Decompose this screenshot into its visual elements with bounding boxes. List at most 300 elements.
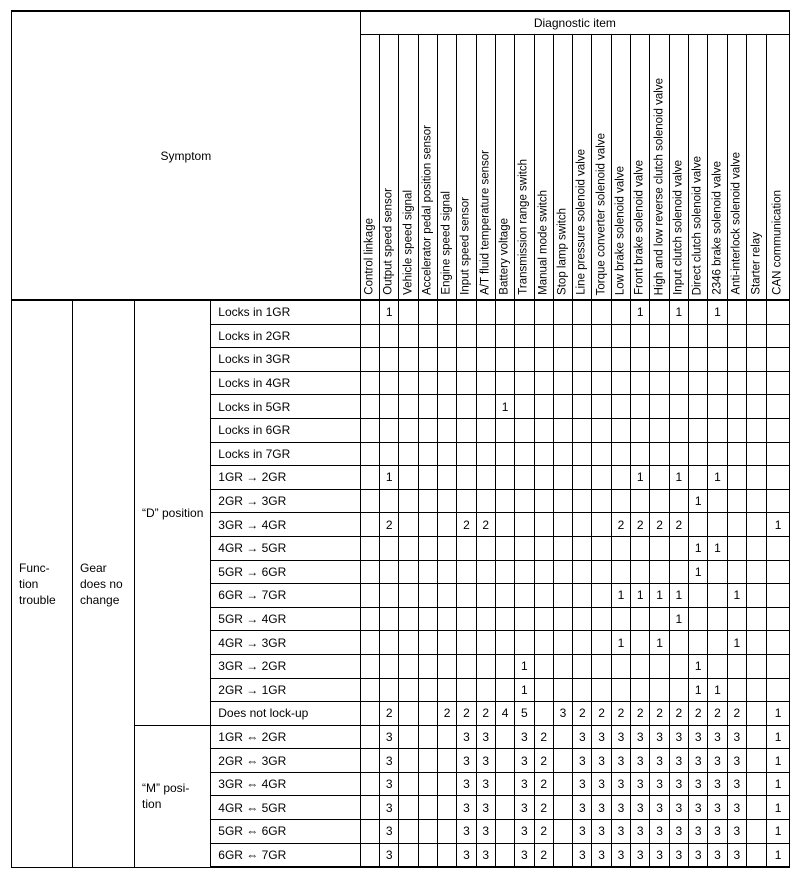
value-cell	[631, 418, 650, 442]
value-cell	[476, 560, 495, 584]
value-cell	[708, 324, 727, 348]
value-cell	[767, 536, 790, 560]
value-cell	[553, 749, 572, 773]
value-cell	[631, 371, 650, 395]
value-cell	[495, 466, 514, 490]
value-cell: 1	[767, 796, 790, 820]
column-header-label: Accelerator pedal position sensor	[421, 124, 434, 295]
symptom-cell: Locks in 5GR	[211, 395, 360, 419]
value-cell	[437, 749, 456, 773]
value-cell	[437, 324, 456, 348]
value-cell: 1	[495, 395, 514, 419]
value-cell	[437, 820, 456, 844]
value-cell	[380, 418, 399, 442]
value-cell	[669, 442, 688, 466]
value-cell	[592, 371, 611, 395]
value-cell	[495, 536, 514, 560]
value-cell	[650, 607, 669, 631]
value-cell	[399, 560, 418, 584]
value-cell	[689, 371, 708, 395]
value-cell: 3	[380, 772, 399, 796]
value-cell	[380, 678, 399, 702]
value-cell	[399, 513, 418, 537]
value-cell	[708, 489, 727, 513]
value-cell	[380, 584, 399, 608]
symptom-cell: 3GR → 2GR	[211, 654, 360, 678]
value-cell	[515, 466, 534, 490]
value-cell	[553, 442, 572, 466]
value-cell	[534, 371, 553, 395]
value-cell	[650, 654, 669, 678]
value-cell: 3	[708, 725, 727, 749]
value-cell: 3	[573, 772, 592, 796]
value-cell	[476, 654, 495, 678]
value-cell	[592, 678, 611, 702]
value-cell: 2	[592, 702, 611, 726]
value-cell	[553, 654, 572, 678]
value-cell	[727, 489, 746, 513]
value-cell	[650, 536, 669, 560]
value-cell: 3	[457, 772, 476, 796]
value-cell	[553, 820, 572, 844]
value-cell: 1	[631, 466, 650, 490]
value-cell	[573, 489, 592, 513]
column-header-1	[380, 35, 399, 301]
value-cell: 3	[727, 725, 746, 749]
value-cell: 2	[631, 702, 650, 726]
column-header-label: Line pressure solenoid valve	[575, 149, 588, 295]
value-cell	[495, 843, 514, 867]
value-cell	[399, 820, 418, 844]
value-cell: 1	[708, 536, 727, 560]
value-cell: 2	[534, 749, 553, 773]
value-cell	[553, 725, 572, 749]
value-cell: 1	[767, 772, 790, 796]
value-cell	[457, 560, 476, 584]
value-cell	[611, 348, 630, 372]
value-cell: 3	[631, 749, 650, 773]
value-cell	[689, 418, 708, 442]
value-cell	[360, 843, 379, 867]
symptom-cell: 4GR → 5GR	[211, 536, 360, 560]
value-cell: 3	[515, 772, 534, 796]
value-cell	[650, 560, 669, 584]
value-cell: 1	[611, 584, 630, 608]
value-cell: 3	[669, 772, 688, 796]
value-cell	[689, 300, 708, 324]
value-cell	[631, 654, 650, 678]
value-cell	[631, 489, 650, 513]
symptom-cell: 1GR → 2GR	[211, 466, 360, 490]
value-cell: 3	[380, 796, 399, 820]
value-cell	[553, 489, 572, 513]
value-cell	[650, 348, 669, 372]
value-cell	[476, 466, 495, 490]
column-header-label: Control linkage	[363, 218, 376, 295]
value-cell: 3	[515, 725, 534, 749]
value-cell	[534, 513, 553, 537]
value-cell	[708, 371, 727, 395]
symptom-cell: 6GR → 7GR	[211, 584, 360, 608]
value-cell: 2	[534, 796, 553, 820]
value-cell: 3	[631, 772, 650, 796]
value-cell	[418, 584, 437, 608]
value-cell: 1	[689, 678, 708, 702]
symptom-cell: Does not lock-up	[211, 702, 360, 726]
value-cell	[767, 489, 790, 513]
value-cell	[495, 749, 514, 773]
value-cell	[380, 371, 399, 395]
value-cell	[767, 371, 790, 395]
value-cell	[495, 513, 514, 537]
column-header-18	[708, 35, 727, 301]
value-cell	[399, 348, 418, 372]
value-cell: 3	[573, 725, 592, 749]
value-cell	[476, 348, 495, 372]
value-cell	[515, 513, 534, 537]
value-cell	[746, 466, 766, 490]
value-cell	[573, 418, 592, 442]
value-cell	[708, 560, 727, 584]
column-header-label: Output speed sensor	[382, 188, 395, 295]
value-cell	[418, 749, 437, 773]
value-cell	[592, 584, 611, 608]
column-header-label: High and low reverse clutch solenoid valve	[652, 77, 665, 295]
value-cell: 2	[534, 820, 553, 844]
value-cell: 3	[611, 772, 630, 796]
value-cell	[399, 395, 418, 419]
value-cell	[399, 536, 418, 560]
value-cell	[592, 536, 611, 560]
value-cell: 3	[669, 820, 688, 844]
column-header-label: Front brake solenoid valve	[633, 160, 646, 295]
value-cell: 1	[689, 654, 708, 678]
value-cell	[399, 466, 418, 490]
value-cell	[476, 371, 495, 395]
value-cell	[399, 418, 418, 442]
value-cell	[360, 466, 379, 490]
value-cell	[592, 607, 611, 631]
value-cell	[669, 324, 688, 348]
value-cell	[573, 442, 592, 466]
column-header-14	[631, 35, 650, 301]
value-cell: 3	[457, 725, 476, 749]
value-cell	[476, 678, 495, 702]
column-header-label: Manual mode switch	[536, 190, 549, 295]
value-cell	[418, 348, 437, 372]
value-cell	[727, 466, 746, 490]
value-cell	[476, 489, 495, 513]
value-cell	[437, 348, 456, 372]
value-cell	[553, 466, 572, 490]
value-cell	[380, 324, 399, 348]
value-cell	[534, 442, 553, 466]
value-cell	[631, 324, 650, 348]
value-cell	[746, 678, 766, 702]
value-cell	[495, 371, 514, 395]
value-cell	[631, 607, 650, 631]
value-cell: 3	[573, 843, 592, 867]
value-cell	[669, 536, 688, 560]
value-cell: 3	[631, 796, 650, 820]
value-cell	[746, 489, 766, 513]
value-cell	[553, 348, 572, 372]
value-cell: 3	[476, 843, 495, 867]
column-header-16	[669, 35, 688, 301]
value-cell	[380, 654, 399, 678]
value-cell	[592, 442, 611, 466]
value-cell	[399, 843, 418, 867]
symptom-cell: 3GR → 4GR	[211, 513, 360, 537]
value-cell	[495, 772, 514, 796]
group-m-position: “M” posi- tion	[135, 725, 211, 867]
value-cell	[399, 300, 418, 324]
value-cell: 3	[515, 820, 534, 844]
column-header-11	[573, 35, 592, 301]
value-cell	[360, 348, 379, 372]
value-cell: 3	[476, 796, 495, 820]
value-cell	[746, 560, 766, 584]
value-cell	[746, 654, 766, 678]
value-cell	[746, 607, 766, 631]
value-cell	[418, 560, 437, 584]
value-cell	[418, 513, 437, 537]
value-cell	[727, 560, 746, 584]
value-cell: 1	[767, 725, 790, 749]
value-cell	[457, 607, 476, 631]
value-cell	[746, 300, 766, 324]
value-cell	[592, 418, 611, 442]
value-cell	[573, 560, 592, 584]
value-cell	[399, 678, 418, 702]
value-cell	[515, 442, 534, 466]
value-cell: 3	[515, 843, 534, 867]
column-header-2	[399, 35, 418, 301]
value-cell	[515, 489, 534, 513]
column-header-label: A/T fluid temperature sensor	[479, 150, 491, 295]
value-cell	[573, 631, 592, 655]
value-cell	[399, 442, 418, 466]
value-cell	[360, 371, 379, 395]
value-cell	[592, 631, 611, 655]
value-cell	[457, 536, 476, 560]
value-cell: 3	[573, 820, 592, 844]
value-cell	[708, 584, 727, 608]
value-cell	[534, 395, 553, 419]
value-cell	[592, 513, 611, 537]
value-cell	[418, 536, 437, 560]
value-cell: 1	[708, 678, 727, 702]
value-cell	[360, 324, 379, 348]
value-cell: 2	[631, 513, 650, 537]
value-cell: 3	[457, 843, 476, 867]
value-cell	[457, 418, 476, 442]
value-cell	[611, 395, 630, 419]
value-cell	[495, 348, 514, 372]
value-cell	[767, 395, 790, 419]
column-header-20	[746, 35, 766, 301]
value-cell: 3	[611, 843, 630, 867]
value-cell	[476, 584, 495, 608]
value-cell: 2	[727, 702, 746, 726]
value-cell	[457, 348, 476, 372]
symptom-cell: 1GR ⇔ 2GR	[211, 725, 360, 749]
value-cell	[360, 536, 379, 560]
column-header-21	[767, 35, 790, 301]
value-cell	[360, 300, 379, 324]
value-cell	[360, 513, 379, 537]
value-cell	[727, 536, 746, 560]
value-cell: 1	[708, 300, 727, 324]
symptom-cell: 3GR ⇔ 4GR	[211, 772, 360, 796]
value-cell	[553, 324, 572, 348]
value-cell: 3	[650, 749, 669, 773]
value-cell	[495, 489, 514, 513]
value-cell	[650, 324, 669, 348]
value-cell	[515, 584, 534, 608]
value-cell	[399, 796, 418, 820]
column-header-label: Stop lamp switch	[556, 208, 569, 295]
value-cell	[553, 631, 572, 655]
value-cell: 3	[592, 725, 611, 749]
value-cell: 3	[592, 843, 611, 867]
value-cell	[631, 678, 650, 702]
value-cell: 3	[727, 843, 746, 867]
value-cell: 3	[380, 749, 399, 773]
value-cell	[746, 584, 766, 608]
value-cell	[746, 796, 766, 820]
value-cell	[380, 442, 399, 466]
value-cell	[727, 300, 746, 324]
symptom-cell: Locks in 4GR	[211, 371, 360, 395]
column-header-3	[418, 35, 437, 301]
value-cell	[631, 560, 650, 584]
value-cell	[360, 560, 379, 584]
value-cell: 1	[669, 607, 688, 631]
value-cell	[650, 418, 669, 442]
value-cell: 1	[727, 631, 746, 655]
value-cell	[418, 324, 437, 348]
value-cell: 3	[708, 749, 727, 773]
value-cell: 2	[534, 725, 553, 749]
value-cell	[631, 348, 650, 372]
value-cell	[573, 584, 592, 608]
value-cell: 1	[380, 300, 399, 324]
value-cell	[669, 678, 688, 702]
value-cell	[380, 631, 399, 655]
value-cell	[708, 607, 727, 631]
column-header-13	[611, 35, 630, 301]
value-cell	[476, 631, 495, 655]
value-cell	[515, 631, 534, 655]
value-cell	[515, 607, 534, 631]
value-cell: 2	[650, 702, 669, 726]
value-cell	[418, 631, 437, 655]
value-cell	[611, 489, 630, 513]
value-cell	[727, 678, 746, 702]
value-cell	[399, 702, 418, 726]
value-cell	[399, 631, 418, 655]
value-cell	[418, 796, 437, 820]
value-cell	[727, 418, 746, 442]
value-cell	[515, 418, 534, 442]
value-cell	[437, 607, 456, 631]
value-cell: 3	[592, 820, 611, 844]
value-cell	[669, 348, 688, 372]
value-cell: 3	[631, 820, 650, 844]
value-cell	[669, 418, 688, 442]
value-cell: 3	[669, 796, 688, 820]
value-cell	[727, 654, 746, 678]
value-cell	[418, 300, 437, 324]
value-cell: 3	[650, 843, 669, 867]
value-cell	[515, 300, 534, 324]
column-header-6	[476, 35, 495, 301]
value-cell	[650, 678, 669, 702]
column-header-label: 2346 brake solenoid valve	[710, 161, 723, 295]
value-cell: 2	[708, 702, 727, 726]
value-cell	[592, 395, 611, 419]
value-cell	[360, 702, 379, 726]
diagnostic-table	[11, 10, 790, 868]
value-cell: 3	[727, 772, 746, 796]
value-cell: 3	[669, 749, 688, 773]
value-cell	[553, 678, 572, 702]
value-cell: 3	[689, 843, 708, 867]
value-cell: 3	[689, 725, 708, 749]
value-cell	[457, 489, 476, 513]
value-cell	[746, 513, 766, 537]
value-cell	[746, 631, 766, 655]
column-header-7	[495, 35, 514, 301]
value-cell	[418, 678, 437, 702]
value-cell	[360, 442, 379, 466]
value-cell: 3	[650, 820, 669, 844]
value-cell	[360, 820, 379, 844]
value-cell	[708, 631, 727, 655]
value-cell	[573, 466, 592, 490]
value-cell	[689, 607, 708, 631]
value-cell	[457, 442, 476, 466]
value-cell	[437, 843, 456, 867]
value-cell	[457, 371, 476, 395]
value-cell: 1	[767, 702, 790, 726]
column-header-label: Transmission range switch	[517, 159, 530, 295]
value-cell: 1	[650, 584, 669, 608]
symptom-header: Symptom	[12, 11, 361, 300]
symptom-cell: 2GR → 1GR	[211, 678, 360, 702]
column-header-label: Vehicle speed signal	[401, 190, 414, 295]
value-cell	[592, 348, 611, 372]
value-cell: 3	[476, 820, 495, 844]
column-header-9	[534, 35, 553, 301]
value-cell: 3	[573, 796, 592, 820]
value-cell	[360, 395, 379, 419]
column-header-15	[650, 35, 669, 301]
value-cell	[727, 513, 746, 537]
value-cell	[495, 607, 514, 631]
value-cell	[437, 678, 456, 702]
value-cell: 3	[650, 796, 669, 820]
value-cell	[689, 442, 708, 466]
value-cell: 3	[689, 796, 708, 820]
value-cell	[689, 395, 708, 419]
value-cell	[418, 607, 437, 631]
value-cell: 3	[708, 820, 727, 844]
value-cell: 1	[650, 631, 669, 655]
value-cell	[437, 631, 456, 655]
value-cell	[767, 607, 790, 631]
